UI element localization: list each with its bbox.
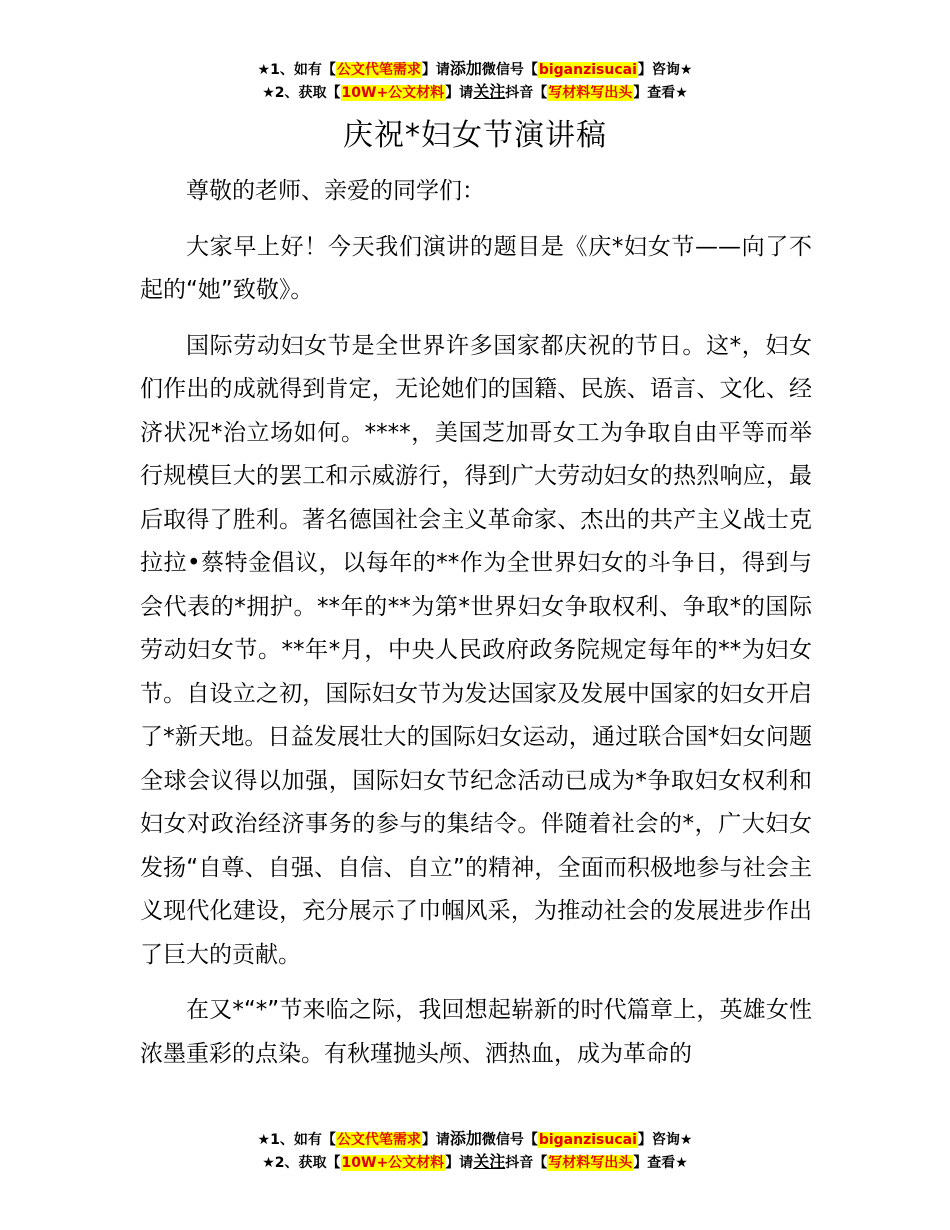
banner-line-1: ★1、如有【公文代笔需求】请添加微信号【biganzisucai】咨询★ xyxy=(257,1129,693,1148)
highlight-wechat-id: biganzisucai xyxy=(538,62,637,78)
banner-line-2: ★2、获取【10W+公文材料】请关注抖音【写材料写出头】查看★ xyxy=(262,1152,688,1171)
document-title: 庆祝*妇女节演讲稿 xyxy=(343,118,607,153)
document-body xyxy=(140,170,812,1088)
bottom-ad-banner xyxy=(0,1128,950,1174)
paragraph: 国际劳动妇女节是全世界许多国家都庆祝的节日。这*，妇女们作出的成就得到肯定，无论她们的国籍、民族、语言、文化、经济状况*治立场如何。****，美国芝加哥女工为争取自由平等而举行规模巨大的罢工和示威游行，得到广大劳动妇女的热烈响应，最后取得了胜利。著名德国社会主义革命家、杰出的共产主义战士克拉拉•蔡特金倡议，以每年的**作为全世界妇女的斗争日，得到与会代表的*拥护。**年的**为第*世界妇女争取权利、争取*的国际劳动妇女节。**年*月，中央人民政府政务院规定每年的**为妇女节。自设立之初，国际妇女节为发达国家及发展中国家的妇女开启了*新天地。日益发展壮大的国际妇女运动，通过联合国*妇女问题全球会议得以加强，国际妇女节纪念活动已成为*争取妇女权利和妇女对政治经济事务的参与的集结令。伴随着社会的*，广大妇女发扬“自尊、自强、自信、自立”的精神，全面而积极地参与社会主义现代化建设，充分展示了巾帼风采，为推动社会的发展进步作出了巨大的贡献。 xyxy=(140,332,812,968)
highlight-writing-service: 公文代笔需求 xyxy=(336,62,421,78)
add-emphasis: 添加 xyxy=(449,59,482,78)
highlight-writing-service: 公文代笔需求 xyxy=(336,1132,421,1148)
paragraph: 大家早上好！今天我们演讲的题目是《庆*妇女节——向了不起的“她”致敬》。 xyxy=(140,233,812,303)
banner-line-1: ★1、如有【公文代笔需求】请添加微信号【biganzisucai】咨询★ xyxy=(257,59,693,78)
follow-emphasis: 关注 xyxy=(473,82,506,101)
highlight-douyin-account: 写材料写出头 xyxy=(548,1155,633,1171)
follow-emphasis: 关注 xyxy=(473,1152,506,1171)
highlight-wechat-id: biganzisucai xyxy=(538,1132,637,1148)
salutation: 尊敬的老师、亲爱的同学们： xyxy=(186,178,485,204)
highlight-materials: 10W+公文材料 xyxy=(341,85,445,101)
paragraph: 在又*“*”节来临之际，我回想起崭新的时代篇章上，英雄女性浓墨重彩的点染。有秋瑾抛头颅、洒热血，成为革命的 xyxy=(140,997,812,1067)
highlight-douyin-account: 写材料写出头 xyxy=(548,85,633,101)
banner-line-2: ★2、获取【10W+公文材料】请关注抖音【写材料写出头】查看★ xyxy=(262,82,688,101)
add-emphasis: 添加 xyxy=(449,1129,482,1148)
top-ad-banner xyxy=(0,58,950,104)
highlight-materials: 10W+公文材料 xyxy=(341,1155,445,1171)
